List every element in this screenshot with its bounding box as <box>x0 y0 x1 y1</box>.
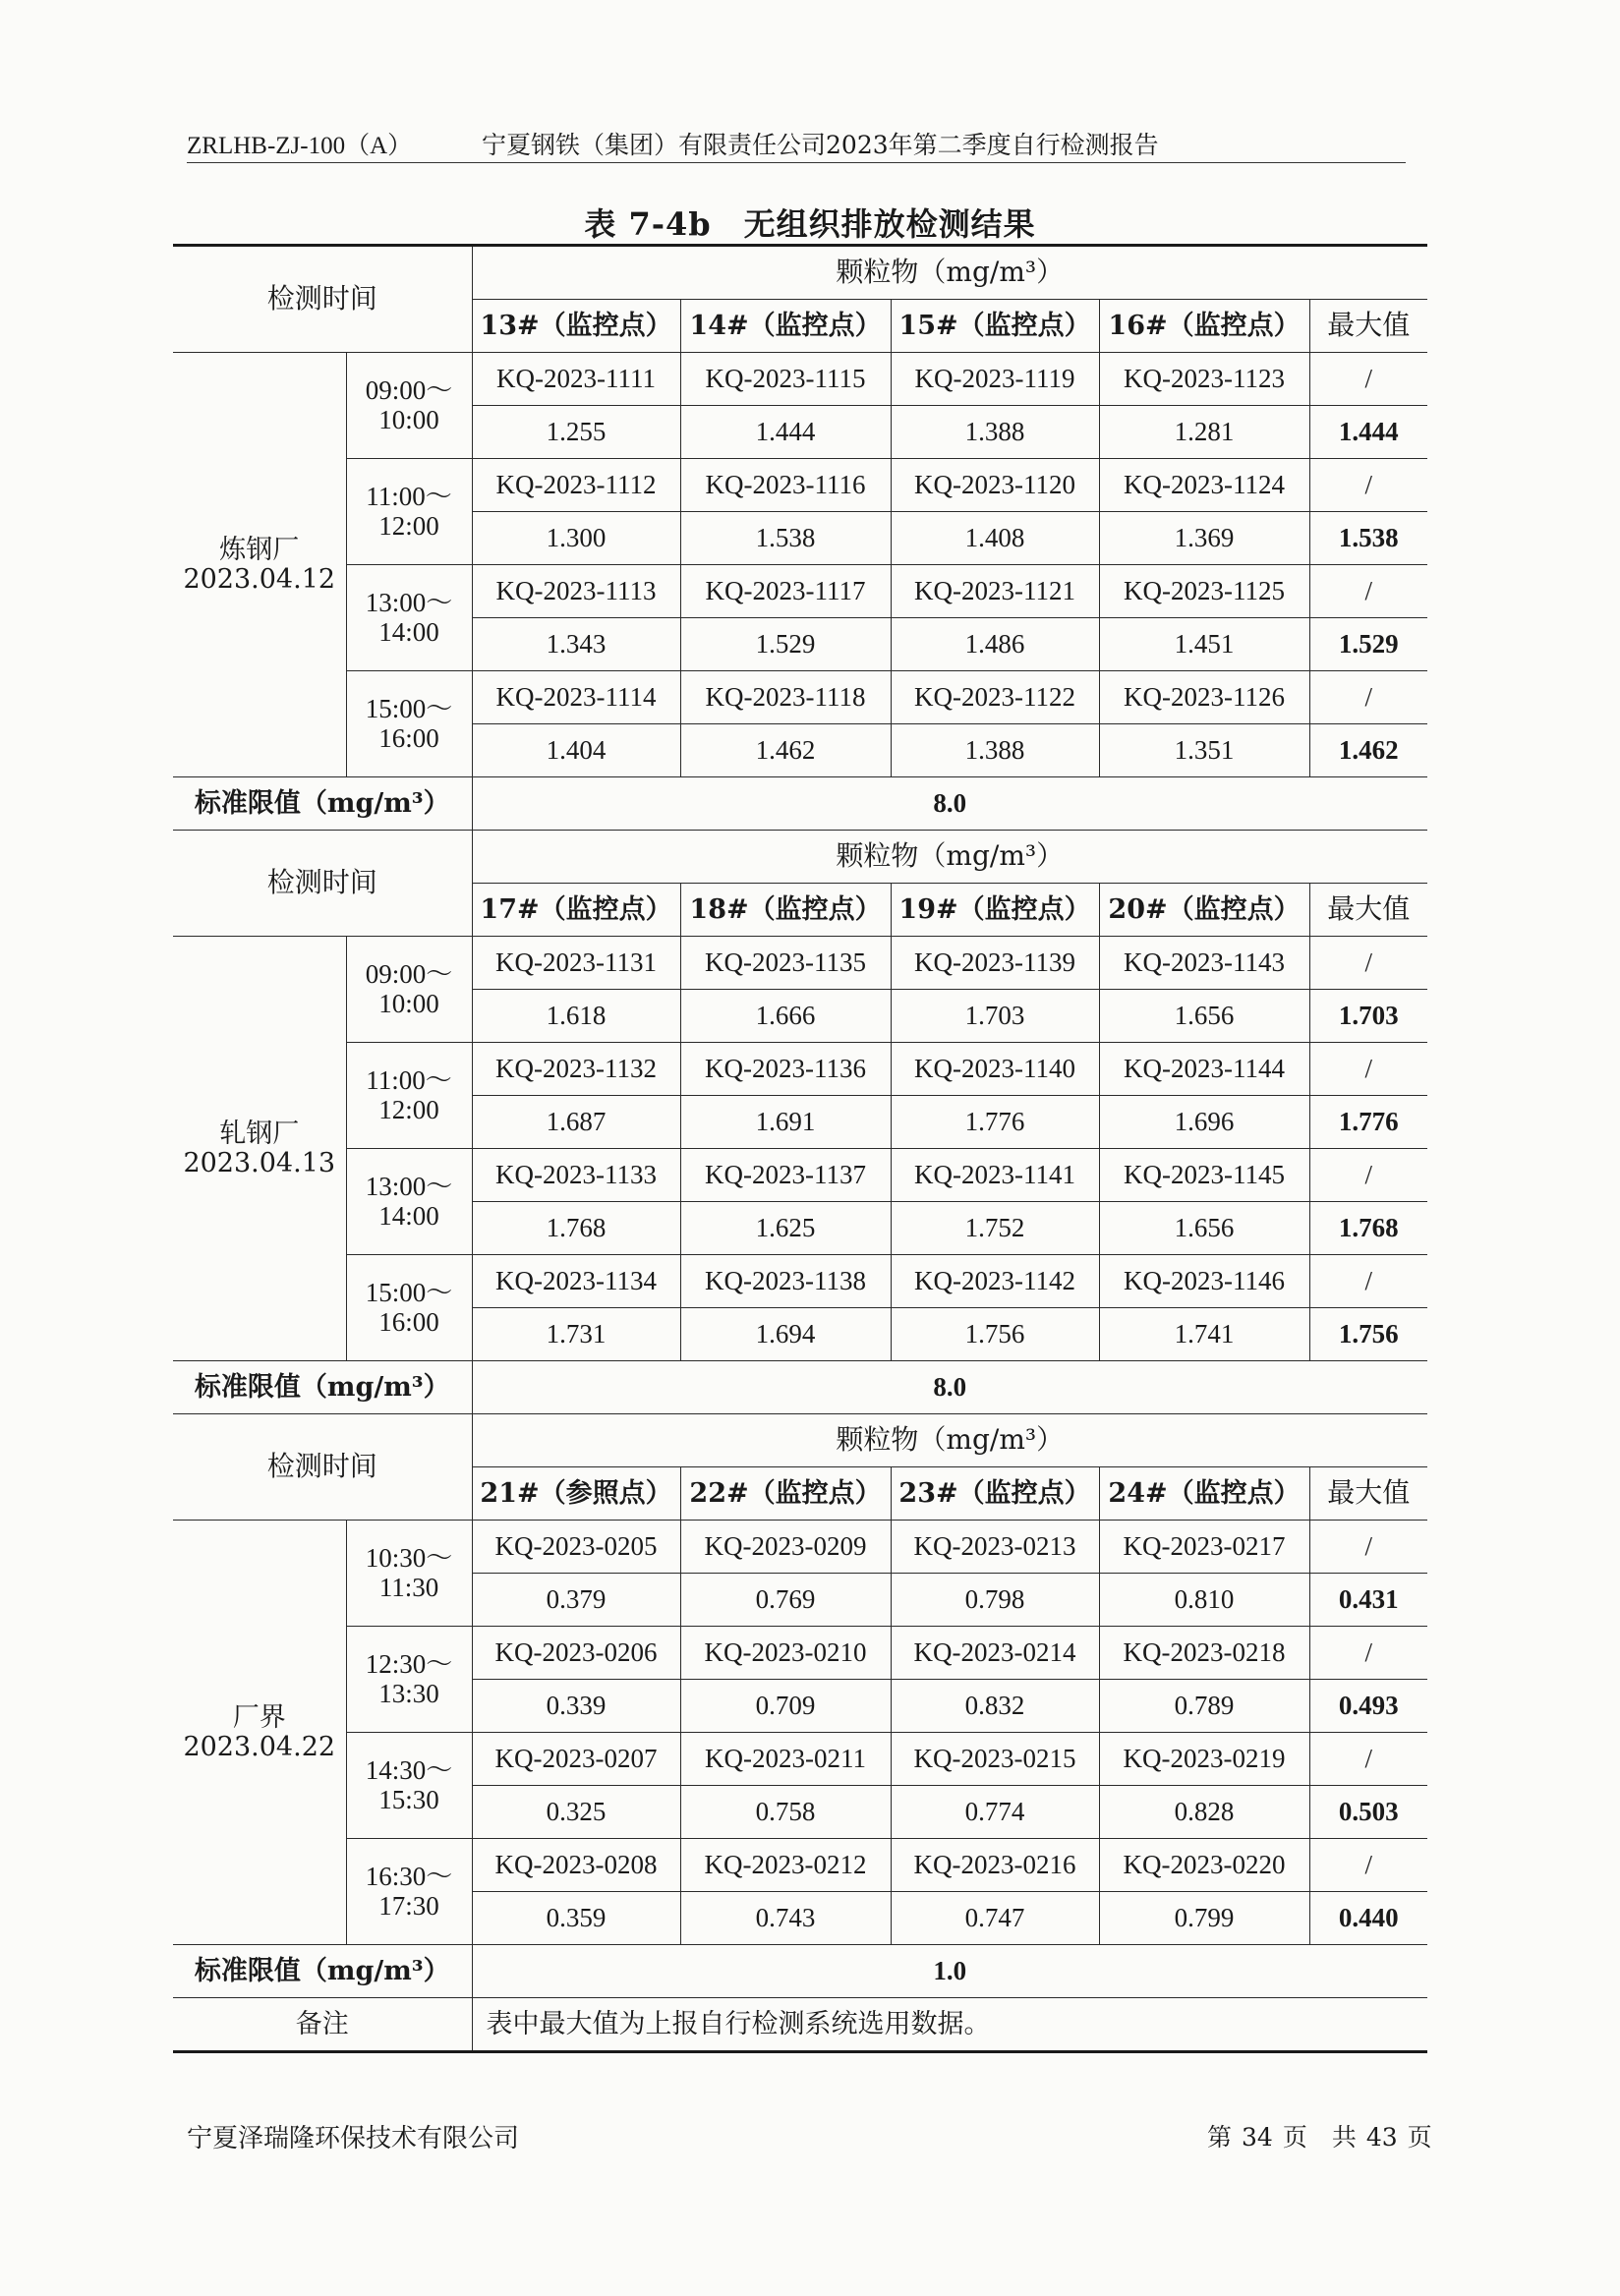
time-end: 16:00 <box>378 1306 439 1337</box>
sample-id: KQ-2023-1122 <box>891 671 1099 724</box>
section-header-row <box>173 246 1427 300</box>
sample-id-max: / <box>1309 1255 1427 1308</box>
sample-id: KQ-2023-1125 <box>1099 565 1309 618</box>
sample-id: KQ-2023-1117 <box>680 565 891 618</box>
time-start: 15:00～ <box>365 693 453 723</box>
limit-value: 8.0 <box>472 777 1427 831</box>
sample-id: KQ-2023-1121 <box>891 565 1099 618</box>
sample-id: KQ-2023-0205 <box>472 1521 680 1574</box>
measured-value: 1.300 <box>472 512 680 565</box>
time-start: 11:00～ <box>366 1064 452 1095</box>
time-slot <box>346 1839 472 1945</box>
sample-id: KQ-2023-1111 <box>472 353 680 406</box>
time-start: 10:30～ <box>365 1542 453 1573</box>
time-header: 检测时间 <box>173 831 472 937</box>
time-end: 15:30 <box>378 1784 439 1814</box>
sample-id-max: / <box>1309 459 1427 512</box>
sample-id-max: / <box>1309 1149 1427 1202</box>
measured-value: 1.618 <box>472 990 680 1043</box>
measured-value: 1.694 <box>680 1308 891 1361</box>
pollutant-header: 颗粒物（mg/m³） <box>472 246 1427 300</box>
site-date: 2023.04.12 <box>183 563 336 595</box>
measured-value: 1.731 <box>472 1308 680 1361</box>
measured-value: 0.339 <box>472 1680 680 1733</box>
sample-id: KQ-2023-1113 <box>472 565 680 618</box>
sample-id: KQ-2023-0216 <box>891 1839 1099 1892</box>
sample-id-row <box>173 1839 1427 1892</box>
max-header: 最大值 <box>1309 884 1427 937</box>
time-start: 16:30～ <box>365 1861 453 1891</box>
measured-value: 0.743 <box>680 1892 891 1945</box>
sample-id: KQ-2023-1133 <box>472 1149 680 1202</box>
measured-value: 1.703 <box>891 990 1099 1043</box>
site-name: 炼钢厂 <box>219 534 300 565</box>
measured-value: 0.789 <box>1099 1680 1309 1733</box>
measured-value: 1.281 <box>1099 406 1309 459</box>
time-end: 12:00 <box>378 1094 439 1124</box>
sample-id-max: / <box>1309 565 1427 618</box>
time-end: 17:30 <box>378 1890 439 1921</box>
sample-id: KQ-2023-0213 <box>891 1521 1099 1574</box>
measured-value: 0.325 <box>472 1786 680 1839</box>
measured-value: 1.656 <box>1099 1202 1309 1255</box>
measured-value: 1.444 <box>680 406 891 459</box>
remark-text: 表中最大值为上报自行检测系统选用数据。 <box>472 1998 1427 2052</box>
sample-id-row <box>173 353 1427 406</box>
measured-value: 0.832 <box>891 1680 1099 1733</box>
measured-value: 1.691 <box>680 1096 891 1149</box>
sample-id: KQ-2023-1134 <box>472 1255 680 1308</box>
measured-value: 1.408 <box>891 512 1099 565</box>
time-start: 13:00～ <box>365 1171 453 1201</box>
site-name: 厂界 <box>232 1701 286 1733</box>
measured-value: 1.404 <box>472 724 680 777</box>
limit-value: 8.0 <box>472 1361 1427 1414</box>
measured-value: 1.741 <box>1099 1308 1309 1361</box>
sample-id: KQ-2023-0206 <box>472 1627 680 1680</box>
point-header: 14#（监控点） <box>680 300 891 353</box>
sample-id: KQ-2023-1144 <box>1099 1043 1309 1096</box>
sample-id: KQ-2023-1141 <box>891 1149 1099 1202</box>
max-value: 1.444 <box>1309 406 1427 459</box>
measured-value: 1.451 <box>1099 618 1309 671</box>
point-header: 13#（监控点） <box>472 300 680 353</box>
remark-label: 备注 <box>173 1998 472 2052</box>
limit-value: 1.0 <box>472 1945 1427 1998</box>
footer-page-number: 第 34 页 共 43 页 <box>1207 2123 1432 2152</box>
time-slot <box>346 1733 472 1839</box>
time-start: 09:00～ <box>365 958 453 989</box>
sample-id: KQ-2023-1119 <box>891 353 1099 406</box>
sample-id: KQ-2023-0210 <box>680 1627 891 1680</box>
time-slot <box>346 1521 472 1627</box>
time-start: 14:30～ <box>365 1754 453 1785</box>
measured-value: 1.768 <box>472 1202 680 1255</box>
measured-value: 1.752 <box>891 1202 1099 1255</box>
time-start: 09:00～ <box>365 374 453 405</box>
sample-id-row <box>173 1521 1427 1574</box>
point-header: 20#（监控点） <box>1099 884 1309 937</box>
time-end: 13:30 <box>378 1678 439 1708</box>
sample-id-row <box>173 459 1427 512</box>
measured-value: 1.486 <box>891 618 1099 671</box>
sample-id-row <box>173 1149 1427 1202</box>
sample-id: KQ-2023-1112 <box>472 459 680 512</box>
measured-value: 0.379 <box>472 1574 680 1627</box>
sample-id: KQ-2023-1123 <box>1099 353 1309 406</box>
time-end: 14:00 <box>378 1200 439 1231</box>
table-caption: 表 7-4b 无组织排放检测结果 <box>584 205 1036 243</box>
header-rule <box>187 162 1406 163</box>
time-slot <box>346 459 472 565</box>
sample-id-row <box>173 1043 1427 1096</box>
measured-value: 0.747 <box>891 1892 1099 1945</box>
measured-value: 1.696 <box>1099 1096 1309 1149</box>
time-slot <box>346 353 472 459</box>
sample-id: KQ-2023-1140 <box>891 1043 1099 1096</box>
max-value: 1.768 <box>1309 1202 1427 1255</box>
results-table <box>173 244 1427 2053</box>
measured-value: 1.756 <box>891 1308 1099 1361</box>
sample-id: KQ-2023-1120 <box>891 459 1099 512</box>
measured-value: 0.798 <box>891 1574 1099 1627</box>
measured-value: 1.656 <box>1099 990 1309 1043</box>
time-slot <box>346 671 472 777</box>
footer-company: 宁夏泽瑞隆环保技术有限公司 <box>187 2124 520 2153</box>
max-value: 0.503 <box>1309 1786 1427 1839</box>
point-header: 22#（监控点） <box>680 1467 891 1521</box>
measured-value: 1.687 <box>472 1096 680 1149</box>
measured-value: 1.343 <box>472 618 680 671</box>
max-value: 1.529 <box>1309 618 1427 671</box>
sample-id: KQ-2023-0211 <box>680 1733 891 1786</box>
measured-value: 1.666 <box>680 990 891 1043</box>
sample-id-row <box>173 1255 1427 1308</box>
limit-row <box>173 1361 1427 1414</box>
measured-value: 1.776 <box>891 1096 1099 1149</box>
sample-id: KQ-2023-1124 <box>1099 459 1309 512</box>
max-value: 1.462 <box>1309 724 1427 777</box>
site-date: 2023.04.22 <box>183 1731 336 1762</box>
measured-value: 1.255 <box>472 406 680 459</box>
measured-value: 1.538 <box>680 512 891 565</box>
time-slot <box>346 1043 472 1149</box>
sample-id: KQ-2023-0217 <box>1099 1521 1309 1574</box>
sample-id-max: / <box>1309 937 1427 990</box>
limit-label: 标准限值（mg/m³） <box>173 777 472 831</box>
measured-value: 0.774 <box>891 1786 1099 1839</box>
sample-id: KQ-2023-1136 <box>680 1043 891 1096</box>
max-value: 1.703 <box>1309 990 1427 1043</box>
site-name: 轧钢厂 <box>219 1118 300 1149</box>
sample-id: KQ-2023-1137 <box>680 1149 891 1202</box>
sample-id: KQ-2023-1142 <box>891 1255 1099 1308</box>
point-header: 23#（监控点） <box>891 1467 1099 1521</box>
time-end: 11:30 <box>378 1572 439 1602</box>
max-value: 1.538 <box>1309 512 1427 565</box>
sample-id: KQ-2023-0207 <box>472 1733 680 1786</box>
max-value: 1.776 <box>1309 1096 1427 1149</box>
report-title: 宁夏钢铁（集团）有限责任公司2023年第二季度自行检测报告 <box>482 131 1159 159</box>
max-value: 0.440 <box>1309 1892 1427 1945</box>
measured-value: 1.388 <box>891 724 1099 777</box>
time-end: 10:00 <box>378 404 439 434</box>
time-end: 16:00 <box>378 722 439 753</box>
point-header: 24#（监控点） <box>1099 1467 1309 1521</box>
sample-id: KQ-2023-1132 <box>472 1043 680 1096</box>
point-header: 19#（监控点） <box>891 884 1099 937</box>
time-start: 13:00～ <box>365 587 453 617</box>
max-value: 1.756 <box>1309 1308 1427 1361</box>
section-header-row <box>173 831 1427 884</box>
max-value: 0.431 <box>1309 1574 1427 1627</box>
sample-id: KQ-2023-1115 <box>680 353 891 406</box>
sample-id-max: / <box>1309 1733 1427 1786</box>
sample-id: KQ-2023-1116 <box>680 459 891 512</box>
measured-value: 0.359 <box>472 1892 680 1945</box>
measured-value: 1.625 <box>680 1202 891 1255</box>
sample-id: KQ-2023-0209 <box>680 1521 891 1574</box>
site-cell <box>173 937 346 1361</box>
time-start: 15:00～ <box>365 1277 453 1307</box>
sample-id: KQ-2023-1131 <box>472 937 680 990</box>
sample-id: KQ-2023-1146 <box>1099 1255 1309 1308</box>
sample-id: KQ-2023-0218 <box>1099 1627 1309 1680</box>
sample-id: KQ-2023-0219 <box>1099 1733 1309 1786</box>
time-end: 12:00 <box>378 510 439 541</box>
section-header-row <box>173 1414 1427 1467</box>
point-header: 15#（监控点） <box>891 300 1099 353</box>
time-slot <box>346 937 472 1043</box>
time-start: 11:00～ <box>366 481 452 511</box>
remark-row <box>173 1998 1427 2052</box>
sample-id: KQ-2023-1145 <box>1099 1149 1309 1202</box>
limit-label: 标准限值（mg/m³） <box>173 1945 472 1998</box>
sample-id-max: / <box>1309 1521 1427 1574</box>
pollutant-header: 颗粒物（mg/m³） <box>472 1414 1427 1467</box>
sample-id-row <box>173 565 1427 618</box>
sample-id-row <box>173 671 1427 724</box>
sample-id: KQ-2023-0212 <box>680 1839 891 1892</box>
measured-value: 0.758 <box>680 1786 891 1839</box>
measured-value: 1.388 <box>891 406 1099 459</box>
sample-id-max: / <box>1309 353 1427 406</box>
limit-row <box>173 1945 1427 1998</box>
site-cell <box>173 353 346 777</box>
measured-value: 1.351 <box>1099 724 1309 777</box>
max-header: 最大值 <box>1309 1467 1427 1521</box>
time-slot <box>346 565 472 671</box>
time-slot <box>346 1255 472 1361</box>
point-header: 17#（监控点） <box>472 884 680 937</box>
sample-id: KQ-2023-1139 <box>891 937 1099 990</box>
sample-id: KQ-2023-1135 <box>680 937 891 990</box>
limit-label: 标准限值（mg/m³） <box>173 1361 472 1414</box>
sample-id: KQ-2023-1138 <box>680 1255 891 1308</box>
time-end: 14:00 <box>378 616 439 647</box>
measured-value: 0.799 <box>1099 1892 1309 1945</box>
point-header: 21#（参照点） <box>472 1467 680 1521</box>
sample-id-row <box>173 1627 1427 1680</box>
time-header: 检测时间 <box>173 246 472 353</box>
sample-id: KQ-2023-1114 <box>472 671 680 724</box>
point-header: 18#（监控点） <box>680 884 891 937</box>
sample-id-row <box>173 937 1427 990</box>
report-code: ZRLHB-ZJ-100（A） <box>187 133 413 159</box>
sample-id: KQ-2023-1126 <box>1099 671 1309 724</box>
max-header: 最大值 <box>1309 300 1427 353</box>
time-header: 检测时间 <box>173 1414 472 1521</box>
sample-id: KQ-2023-1118 <box>680 671 891 724</box>
sample-id: KQ-2023-0220 <box>1099 1839 1309 1892</box>
time-start: 12:30～ <box>365 1648 453 1679</box>
sample-id-max: / <box>1309 1839 1427 1892</box>
measured-value: 1.462 <box>680 724 891 777</box>
measured-value: 0.828 <box>1099 1786 1309 1839</box>
measured-value: 0.769 <box>680 1574 891 1627</box>
sample-id: KQ-2023-0214 <box>891 1627 1099 1680</box>
measured-value: 1.369 <box>1099 512 1309 565</box>
site-cell <box>173 1521 346 1945</box>
max-value: 0.493 <box>1309 1680 1427 1733</box>
sample-id: KQ-2023-0215 <box>891 1733 1099 1786</box>
time-slot <box>346 1627 472 1733</box>
sample-id-max: / <box>1309 1043 1427 1096</box>
time-end: 10:00 <box>378 988 439 1018</box>
sample-id: KQ-2023-0208 <box>472 1839 680 1892</box>
sample-id-row <box>173 1733 1427 1786</box>
measured-value: 1.529 <box>680 618 891 671</box>
measured-value: 0.709 <box>680 1680 891 1733</box>
sample-id-max: / <box>1309 671 1427 724</box>
measured-value: 0.810 <box>1099 1574 1309 1627</box>
pollutant-header: 颗粒物（mg/m³） <box>472 831 1427 884</box>
limit-row <box>173 777 1427 831</box>
point-header: 16#（监控点） <box>1099 300 1309 353</box>
sample-id: KQ-2023-1143 <box>1099 937 1309 990</box>
site-date: 2023.04.13 <box>183 1147 336 1178</box>
sample-id-max: / <box>1309 1627 1427 1680</box>
time-slot <box>346 1149 472 1255</box>
